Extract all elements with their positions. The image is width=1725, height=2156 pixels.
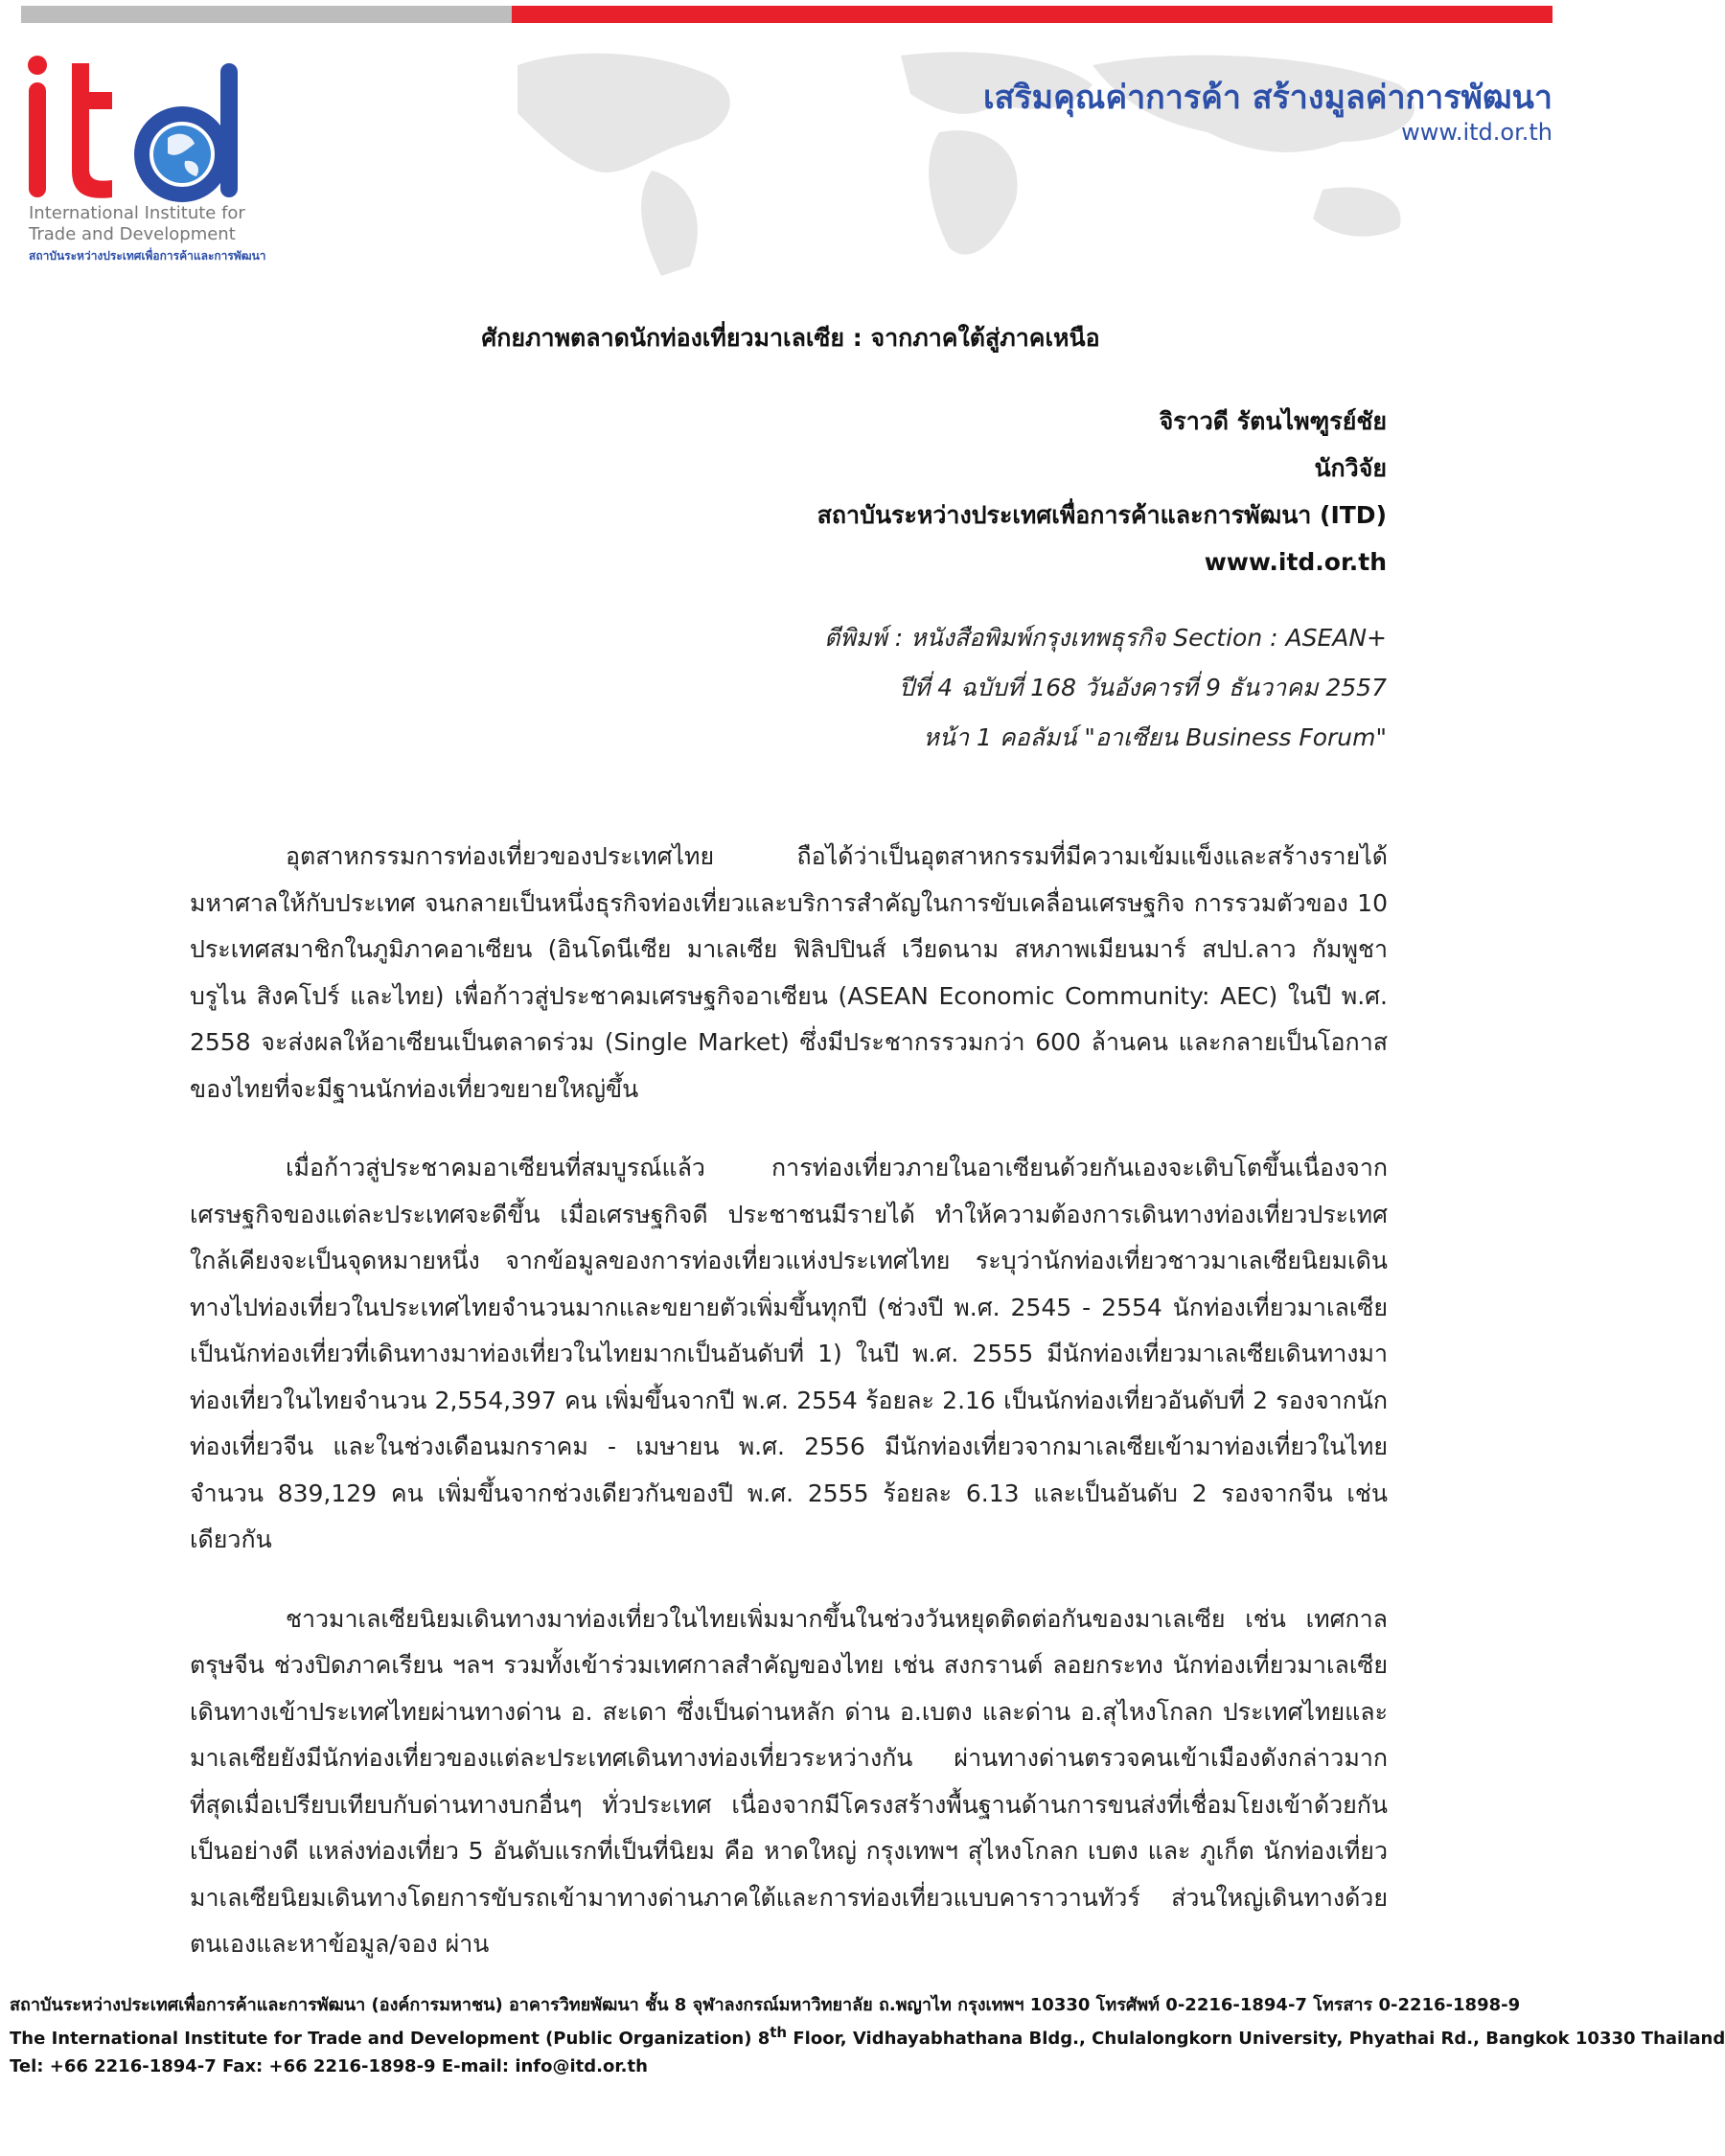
footer-line-english: [10, 2019, 1725, 2053]
header-url: www.itd.or.th: [1401, 119, 1552, 146]
footer-line-contact: Tel: +66 2216-1894-7 Fax: +66 2216-1898-9 E-mail: info@itd.or.th: [10, 2056, 648, 2076]
logo-english-name: [29, 203, 245, 245]
author-name: จิราวดี รัตนไพฑูรย์ชัย: [1159, 407, 1387, 435]
article-title: ศักยภาพตลาดนักท่องเที่ยวมาเลเซีย : จากภาคใต้สู่ภาคเหนือ: [481, 324, 1100, 352]
header-bar-red: [512, 6, 1552, 23]
author-block: [817, 398, 1387, 585]
publication-line-1: ตีพิมพ์ : หนังสือพิมพ์กรุงเทพธุรกิจ Section : ASEAN+: [824, 624, 1387, 652]
logo-thai-name: สถาบันระหว่างประเทศเพื่อการค้าและการพัฒนา: [29, 249, 266, 263]
article-body: [190, 834, 1388, 2001]
footer-line2-end: Floor, Vidhayabhathana Bldg., Chulalongkorn University, Phyathai Rd., Bangkok 10330 Thailand: [787, 2029, 1725, 2049]
paragraph-1: อุตสาหกรรมการท่องเที่ยวของประเทศไทย ถือได้ว่าเป็นอุตสาหกรรมที่มีความเข้มแข็งและสร้างรายได้มหาศาลให้กับประเทศ จนกลายเป็นหนึ่งธุรกิจท่องเที่ยวและบริการสำคัญในการขับเคลื่อนเศรษฐกิจ การรวมตัวของ 10 ประเทศสมาชิกในภูมิภาคอาเซียน (อินโดนีเซีย มาเลเซีย ฟิลิปปินส์ เวียดนาม สหภาพเมียนมาร์ สปป.ลาว กัมพูชา บรูไน สิงคโปร์ และไทย) เพื่อก้าวสู่ประชาคมเศรษฐกิจอาเซียน (ASEAN Economic Community: AEC) ในปี พ.ศ. 2558 จะส่งผลให้อาเซียนเป็นตลาดร่วม (Single Market) ซึ่งมีประชากรรวมกว่า 600 ล้านคน และกลายเป็นโอกาสของไทยที่จะมีฐานนักท่องเที่ยวขยายใหญ่ขึ้น: [190, 842, 1388, 1103]
footer-line2-superscript: th: [770, 2024, 788, 2041]
paragraph-2: เมื่อก้าวสู่ประชาคมอาเซียนที่สมบูรณ์แล้ว การท่องเที่ยวภายในอาเซียนด้วยกันเองจะเติบโตขึ้นเนื่องจากเศรษฐกิจของแต่ละประเทศจะดีขึ้น เมื่อเศรษฐกิจดี ประชาชนมีรายได้ ทำให้ความต้องการเดินทางท่องเที่ยวประเทศใกล้เคียงจะเป็นจุดหมายหนึ่ง จากข้อมูลของการท่องเที่ยวแห่งประเทศไทย ระบุว่านักท่องเที่ยวชาวมาเลเซียนิยมเดินทางไปท่องเที่ยวในประเทศไทยจำนวนมากและขยายตัวเพิ่มขึ้นทุกปี (ช่วงปี พ.ศ. 2545 - 2554 นักท่องเที่ยวมาเลเซียเป็นนักท่องเที่ยวที่เดินทางมาท่องเที่ยวในไทยมากเป็นอันดับที่ 1) ในปี พ.ศ. 2555 มีนักท่องเที่ยวมาเลเซียเดินทางมาท่องเที่ยวในไทยจำนวน 2,554,397 คน เพิ่มขึ้นจากปี พ.ศ. 2554 ร้อยละ 2.16 เป็นนักท่องเที่ยวอันดับที่ 2 รองจากนักท่องเที่ยวจีน และในช่วงเดือนมกราคม - เมษายน พ.ศ. 2556 มีนักท่องเที่ยวจากมาเลเซียเข้ามาท่องเที่ยวในไทยจำนวน 839,129 คน เพิ่มขึ้นจากช่วงเดียวกันของปี พ.ศ. 2555 ร้อยละ 6.13 และเป็นอันดับ 2 รองจากจีน เช่นเดียวกัน: [190, 1154, 1388, 1553]
page-footer: [10, 1991, 1725, 2080]
header-color-bar: [21, 6, 1552, 23]
footer-line-thai: สถาบันระหว่างประเทศเพื่อการค้าและการพัฒนา (องค์การมหาชน) อาคารวิทยพัฒนา ชั้น 8 จุฬาลงกรณ์มหาวิทยาลัย ถ.พญาไท กรุงเทพฯ 10330 โทรศัพท์ 0-2216-1894-7 โทรสาร 0-2216-1898-9: [10, 1995, 1521, 2015]
logo-line-1: International Institute for: [29, 203, 245, 223]
paragraph-3: ชาวมาเลเซียนิยมเดินทางมาท่องเที่ยวในไทยเพิ่มมากขึ้นในช่วงวันหยุดติดต่อกันของมาเลเซีย เช่น เทศกาลตรุษจีน ช่วงปิดภาคเรียน ฯลฯ รวมทั้งเข้าร่วมเทศกาลสำคัญของไทย เช่น สงกรานต์ ลอยกระทง นักท่องเที่ยวมาเลเซียเดินทางเข้าประเทศไทยผ่านทางด่าน อ. สะเดา ซึ่งเป็นด่านหลัก ด่าน อ.เบตง และด่าน อ.สุไหงโกลก ประเทศไทยและมาเลเซียยังมีนักท่องเที่ยวของแต่ละประเทศเดินทางท่องเที่ยวระหว่างกัน ผ่านทางด่านตรวจคนเข้าเมืองดังกล่าวมากที่สุดเมื่อเปรียบเทียบกับด่านทางบกอื่นๆ ทั่วประเทศ เนื่องจากมีโครงสร้างพื้นฐานด้านการขนส่งที่เชื่อมโยงเข้าด้วยกันเป็นอย่างดี แหล่งท่องเที่ยว 5 อันดับแรกที่เป็นที่นิยม คือ หาดใหญ่ กรุงเทพฯ สุไหงโกลก เบตง และ ภูเก็ต นักท่องเที่ยวมาเลเซียนิยมเดินทางโดยการขับรถเข้ามาทางด่านภาคใต้และการท่องเที่ยวแบบคาราวานทัวร์ ส่วนใหญ่เดินทางด้วยตนเองและหาข้อมูล/จอง ผ่าน: [190, 1604, 1388, 1958]
footer-line2-start: The International Institute for Trade and Development (Public Organization) 8: [10, 2029, 770, 2049]
world-map-watermark: [402, 27, 1552, 286]
author-website: www.itd.or.th: [1204, 548, 1387, 576]
publication-info: [824, 613, 1387, 763]
header-slogan: เสริมคุณค่าการค้า สร้างมูลค่าการพัฒนา: [983, 79, 1552, 117]
publication-line-3: หน้า 1 คอลัมน์ "อาเซียน Business Forum": [923, 723, 1387, 751]
publication-line-2: ปีที่ 4 ฉบับที่ 168 วันอังคารที่ 9 ธันวาคม 2557: [898, 674, 1387, 701]
author-organization: สถาบันระหว่างประเทศเพื่อการค้าและการพัฒนา (ITD): [816, 501, 1387, 529]
author-role: นักวิจัย: [1314, 454, 1387, 482]
header-bar-grey: [21, 6, 512, 23]
logo-line-2: Trade and Development: [29, 224, 236, 244]
